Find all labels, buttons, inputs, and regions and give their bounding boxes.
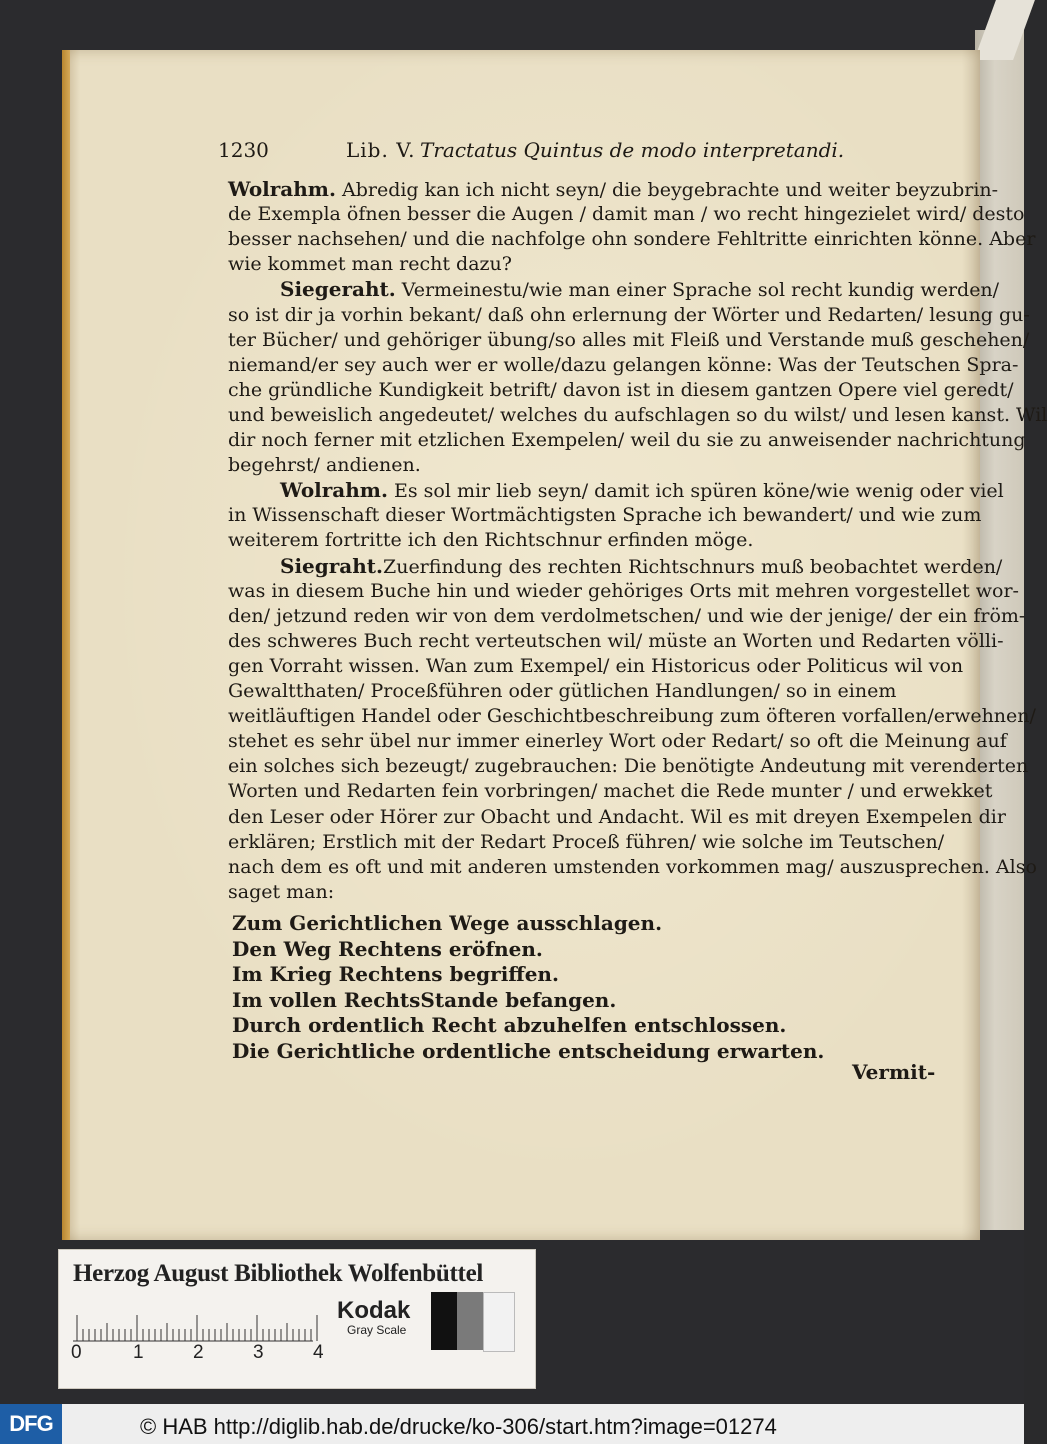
ruler-number: 0	[71, 1342, 82, 1363]
text-line	[228, 855, 1037, 880]
line-text: de Exempla öfnen besser die Augen / damit man / wo recht hingezielet wird/ desto	[228, 203, 1025, 226]
line-text: den Leser oder Hörer zur Obacht und Andacht. Wil es mit dreyen Exempelen dir	[228, 805, 1006, 828]
ruler-number: 4	[313, 1342, 324, 1363]
text-line	[228, 528, 940, 553]
text-line	[228, 428, 1026, 453]
text-line	[228, 177, 999, 202]
line-text: stehet es sehr übel nur immer einerley Wort oder Redart/ so oft die Meinung auf	[228, 730, 1007, 753]
text-line	[228, 202, 1025, 227]
line-text: so ist dir ja vorhin bekant/ daß ohn erlernung der Wörter und Redarten/ lesung gu-	[228, 303, 1030, 326]
line-text: Abredig kan ich nicht seyn/ die beygebrachte und weiter beyzubrin-	[335, 179, 999, 201]
line-text: ter Bücher/ und gehöriger übung/so alles mit Fleiß und Verstande muß geschehen/	[228, 328, 1030, 351]
text-line	[228, 227, 1036, 252]
line-text: weiterem fortritte ich den Richtschnur erfinden möge.	[228, 529, 754, 552]
library-name: Herzog August Bibliothek Wolfenbüttel	[73, 1260, 484, 1287]
text-line	[228, 629, 1004, 654]
text-line	[228, 830, 945, 855]
ruler-number: 1	[133, 1342, 144, 1363]
text-line	[228, 679, 940, 704]
tractatus-title: Tractatus Quintus de modo interpretandi.	[420, 138, 845, 162]
kodak-logo: Kodak	[337, 1297, 411, 1324]
line-text: nach dem es oft und mit anderen umstenden vorkommen mag/ auszusprechen. Also	[228, 855, 1037, 878]
legal-phrase: Den Weg Rechtens eröfnen.	[232, 936, 543, 961]
text-line	[228, 880, 940, 905]
line-text: che gründliche Kundigkeit betrift/ davon ist in diesem gantzen Opere viel geredt/	[228, 378, 1014, 401]
line-text: besser nachsehen/ und die nachfolge ohn sondere Fehltritte einrichten könne. Aber	[228, 228, 1036, 251]
line-text: Es sol mir lieb seyn/ damit ich spüren köne/wie wenig oder viel	[387, 480, 1004, 503]
gray-patch-white	[483, 1292, 515, 1352]
text-line	[228, 403, 1047, 428]
line-text: Zuerfindung des rechten Richtschnurs muß beobachtet werden/	[383, 555, 1003, 578]
line-text: saget man:	[228, 880, 335, 903]
ruler-number: 3	[253, 1342, 264, 1363]
gray-patch-black	[431, 1292, 457, 1350]
line-text: begehrst/ andienen.	[228, 454, 421, 477]
legal-phrase: Durch ordentlich Recht abzuhelfen entschlossen.	[232, 1013, 787, 1037]
text-line	[228, 604, 1026, 629]
line-text: Gewaltthaten/ Proceßführen oder gütlichen Handlungen/ so in einem	[228, 680, 897, 702]
line-text: wie kommet man recht dazu?	[228, 253, 512, 276]
text-line	[228, 353, 1019, 378]
text-line	[228, 303, 1030, 328]
speaker-name: Siegeraht.	[280, 277, 396, 302]
text-line	[228, 729, 1007, 754]
legal-phrase: Zum Gerichtlichen Wege ausschlagen.	[232, 911, 663, 935]
catchword: Vermit-	[852, 1060, 936, 1084]
gray-scale-label: Gray Scale	[347, 1323, 407, 1337]
text-line	[228, 579, 1019, 604]
ruler-numbers	[67, 1342, 367, 1366]
ruler-number: 2	[193, 1342, 204, 1363]
line-text: des schweres Buch recht verteutschen wil/ müste an Worten und Redarten völli-	[228, 629, 1004, 652]
text-line	[228, 453, 940, 478]
gray-patch-mid	[457, 1292, 483, 1350]
page-number: 1230	[218, 138, 269, 162]
legal-phrase: Im Krieg Rechtens begriffen.	[232, 962, 559, 986]
line-text: und beweislich angedeutet/ welches du aufschlagen so du wilst/ und lesen kanst. Wil	[228, 403, 1047, 426]
text-line	[228, 378, 1014, 403]
text-line	[228, 779, 993, 804]
line-text: weitläuftigen Handel oder Geschichtbeschreibung zum öfteren vorfallen/erwehnen/	[228, 705, 1036, 728]
running-header	[218, 138, 898, 168]
text-line	[280, 478, 1004, 503]
speaker-name: Wolrahm.	[228, 177, 336, 201]
line-text: ein solches sich bezeugt/ zugebrauchen: Die benötigte Andeutung mit verenderten	[228, 755, 1029, 778]
legal-phrase: Im vollen RechtsStande befangen.	[232, 987, 617, 1012]
line-text: niemand/er sey auch wer er wolle/dazu gelangen könne: Was der Teutschen Spra-	[228, 353, 1019, 376]
line-text: Vermeinestu/wie man einer Sprache sol recht kundig werden/	[395, 279, 1000, 302]
line-text: gen Vorraht wissen. Wan zum Exempel/ ein Historicus oder Politicus wil von	[228, 654, 964, 677]
dfg-logo: DFG	[0, 1404, 62, 1444]
line-text: dir noch ferner mit etzlichen Exempelen/ weil du sie zu anweisender nachrichtung	[228, 429, 1026, 451]
text-line	[228, 704, 1036, 729]
text-line	[228, 805, 1006, 830]
line-text: was in diesem Buche hin und wieder gehöriges Orts mit mehren vorgestellet wor-	[228, 579, 1019, 602]
ruler-scale	[73, 1302, 313, 1342]
page-left-edge	[62, 50, 70, 1240]
text-line	[228, 503, 982, 528]
text-line	[228, 328, 1030, 353]
line-text: erklären; Erstlich mit der Redart Proceß führen/ wie solche im Teutschen/	[228, 830, 945, 853]
line-text: in Wissenschaft dieser Wortmächtigsten Sprache ich bewandert/ und wie zum	[228, 504, 982, 527]
library-color-card	[58, 1249, 536, 1389]
text-line	[228, 252, 940, 277]
text-line	[280, 553, 1003, 579]
speaker-name: Wolrahm.	[280, 478, 388, 503]
book-number: Lib. V.	[346, 138, 416, 162]
speaker-name: Siegraht.	[280, 553, 383, 578]
text-line	[228, 654, 964, 679]
line-text: den/ jetzund reden wir von dem verdolmetschen/ und wie der jenige/ der ein fröm-	[228, 604, 1026, 627]
text-line	[228, 754, 1029, 779]
legal-phrase: Die Gerichtliche ordentliche entscheidung erwarten.	[232, 1038, 825, 1063]
copyright-link[interactable]: © HAB http://diglib.hab.de/drucke/ko-306/start.htm?image=01274	[140, 1414, 777, 1439]
line-text: Worten und Redarten fein vorbringen/ machet die Rede munter / und erwekket	[228, 780, 993, 803]
text-line	[280, 277, 1000, 302]
